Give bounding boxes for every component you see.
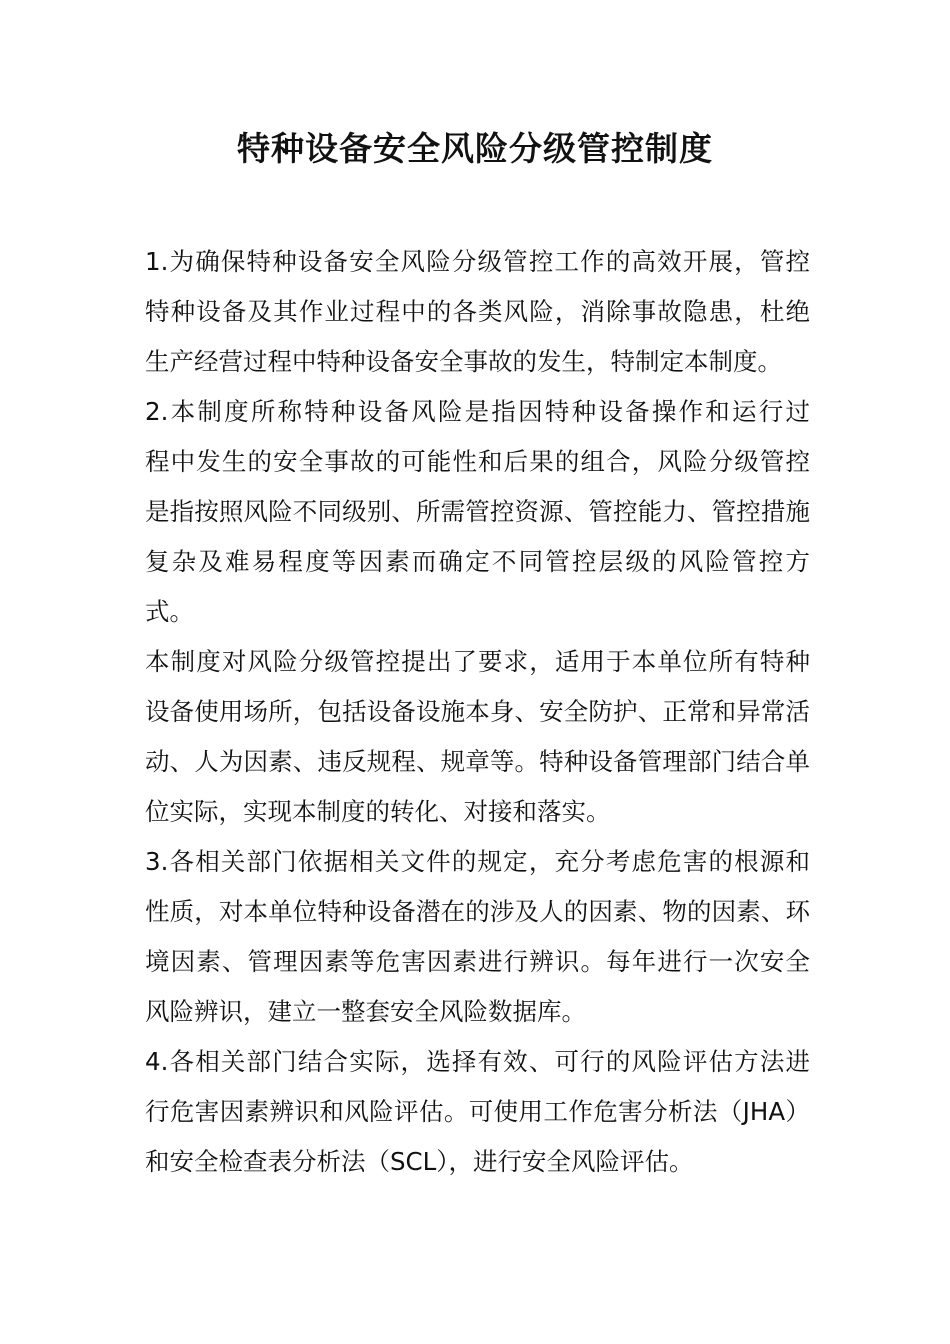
text-line: 特种设备及其作业过程中的各类风险，消除事故隐患，杜绝 (145, 297, 810, 326)
text-line: 动、人为因素、违反规程、规章等。特种设备管理部门结合单 (145, 747, 810, 776)
text-line: 生产经营过程中特种设备安全事故的发生，特制定本制度。 (145, 347, 782, 376)
text-line: 位实际，实现本制度的转化、对接和落实。 (145, 797, 611, 826)
text-line: 2.本制度所称特种设备风险是指因特种设备操作和运行过 (145, 397, 810, 426)
document-body (145, 237, 810, 1187)
text-line: 行危害因素辨识和风险评估。可使用工作危害分析法（JHA） (145, 1097, 810, 1126)
text-line: 3.各相关部门依据相关文件的规定，充分考虑危害的根源和 (145, 847, 810, 876)
text-line: 和安全检查表分析法（SCL），进行安全风险评估。 (145, 1147, 694, 1176)
text-line: 复杂及难易程度等因素而确定不同管控层级的风险管控方 (145, 547, 810, 576)
text-line: 是指按照风险不同级别、所需管控资源、管控能力、管控措施 (145, 497, 810, 526)
text-line: 境因素、管理因素等危害因素进行辨识。每年进行一次安全 (145, 947, 810, 976)
text-line: 风险辨识，建立一整套安全风险数据库。 (145, 997, 586, 1026)
text-line: 性质，对本单位特种设备潜在的涉及人的因素、物的因素、环 (145, 897, 810, 926)
text-line: 设备使用场所，包括设备设施本身、安全防护、正常和异常活 (145, 697, 810, 726)
text-line: 本制度对风险分级管控提出了要求，适用于本单位所有特种 (145, 647, 810, 676)
document-title: 特种设备安全风险分级管控制度 (237, 129, 713, 168)
text-line: 程中发生的安全事故的可能性和后果的组合，风险分级管控 (145, 447, 810, 476)
text-line: 式。 (145, 597, 194, 626)
text-line: 4.各相关部门结合实际，选择有效、可行的风险评估方法进 (145, 1047, 810, 1076)
text-line: 1.为确保特种设备安全风险分级管控工作的高效开展，管控 (145, 247, 810, 276)
